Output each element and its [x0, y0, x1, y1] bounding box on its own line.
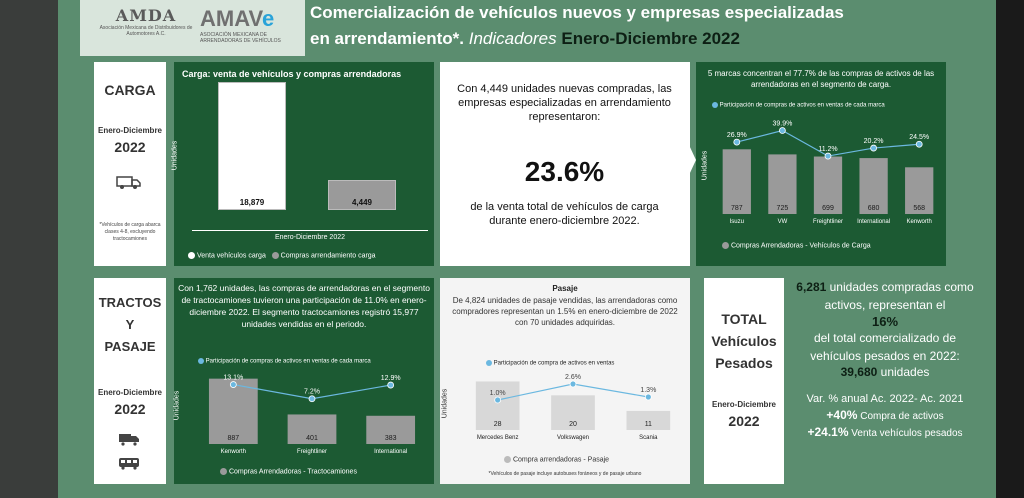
tractos-bar-legend	[220, 468, 357, 475]
brands-svg-point-0	[734, 139, 740, 145]
right-frame	[996, 0, 1024, 498]
title-part-a: en arrendamiento*.	[310, 29, 464, 48]
pasaje-svg-value-1: 20	[569, 421, 577, 428]
pasaje-svg-category-0: Mercedes Benz	[476, 435, 519, 441]
total-pct: 16%	[871, 314, 899, 329]
page-title-line2	[310, 29, 740, 49]
title-part-b: Indicadores	[468, 29, 557, 48]
carga-brands-line-legend-text: Participación de compras de activos en ventas de cada marca	[719, 102, 885, 109]
pasaje-svg-pct-2: 1.3%	[640, 387, 657, 394]
pasaje-line-legend-text: Participación de compra de activos en ventas	[493, 360, 615, 367]
pasaje-line-legend	[486, 360, 614, 367]
amave-logo-e: e	[261, 6, 275, 31]
legend-dot-white	[188, 252, 195, 259]
tractos-svg-point-2	[388, 382, 394, 388]
carga-chart-panel	[171, 62, 434, 266]
pasaje-svg-pct-0: 1.0%	[489, 390, 506, 397]
brands-svg-pct-3: 20.2%	[863, 138, 884, 146]
amda-logo	[96, 6, 196, 37]
page-title-line1: Comercialización de vehículos nuevos y empresas especializadas	[310, 3, 844, 22]
pasaje-svg-point-2	[645, 394, 651, 400]
brands-svg-value-1: 725	[776, 205, 789, 212]
carga-note: *Vehículos de carga abarca clases 4-8, excluyendo tractocamiones	[99, 222, 161, 242]
carga-highlight-text-top: Con 4,449 unidades nuevas compradas, las empresas especializadas en arrendamiento representaron:	[457, 83, 672, 123]
pasaje-svg-value-0: 28	[493, 421, 502, 428]
tractos-svg-category-2: International	[374, 449, 408, 455]
tractos-heading-a: TRACTOS	[98, 295, 162, 310]
tractos-line-legend-dot	[198, 358, 204, 364]
pasaje-svg-pct-1: 2.6%	[565, 374, 581, 381]
tractos-svg-point-0	[230, 382, 236, 388]
total-sold-num: 39,680	[840, 365, 878, 379]
var-row-2	[790, 425, 980, 439]
carga-brands-ylabel: Unidades	[701, 150, 709, 181]
total-period: Enero-Diciembre	[711, 400, 777, 409]
carga-highlight-pct: 23.6%	[524, 156, 605, 187]
total-stat-text2: del total comercializado de vehículos pesados en 2022:	[810, 331, 960, 363]
brands-svg-category-3: International	[857, 219, 891, 225]
brands-svg-point-4	[916, 141, 922, 147]
tractos-panel	[174, 278, 434, 484]
bar-legend-dot	[722, 242, 729, 249]
pasaje-ylabel: Unidades	[441, 388, 449, 419]
tractos-heading-c: PASAJE	[104, 339, 156, 354]
pasaje-panel	[440, 278, 690, 484]
carga-highlight-panel	[440, 62, 690, 266]
brands-svg-value-2: 699	[822, 205, 834, 212]
pasaje-title: Pasaje	[552, 284, 578, 293]
tractos-svg-value-0: 887	[227, 435, 240, 442]
tractos-label-panel	[94, 278, 166, 484]
amda-logo-sub: Asociación Mexicana de Distribuidores de Automotores A.C.	[99, 25, 193, 37]
pasaje-svg-category-1: Volkswagen	[556, 435, 590, 441]
brands-svg-pct-4: 24.5%	[909, 134, 930, 142]
tractos-svg-category-1: Freightliner	[296, 449, 328, 455]
pasaje-bar-legend	[504, 456, 609, 463]
legend-venta-carga: Venta vehículos carga	[196, 252, 266, 260]
pasaje-svg-point-0	[495, 397, 501, 403]
total-heading-c: Pesados	[715, 355, 773, 371]
carga-brands-chart	[714, 116, 942, 226]
total-label-panel	[704, 278, 784, 484]
amave-logo	[200, 6, 300, 44]
carga-bar-1	[218, 82, 286, 210]
tractos-svg-value-2: 383	[384, 435, 397, 442]
carga-chart-title: Carga: venta de vehículos y compras arrendadoras	[182, 69, 402, 79]
tractos-svg-value-1: 401	[306, 435, 318, 442]
tractos-year: 2022	[114, 401, 146, 417]
tractos-text: Con 1,762 unidades, las compras de arrendadoras en el segmento de tractocamiones tuvieron una participación de 11.0% en enero-diciembre 2022. El segmento tractocamiones registró 15,977 unidades vendidas en el periodo.	[178, 283, 430, 329]
total-units-rest: unidades compradas como activos, representan el	[824, 280, 974, 312]
carga-brands-bar-legend-text: Compras Arrendadoras - Vehículos de Carga	[730, 242, 871, 250]
brands-svg-point-3	[871, 145, 877, 151]
carga-chart-ylabel: Unidades	[171, 140, 179, 171]
truck-icon	[116, 174, 142, 190]
brands-svg-category-1: VW	[777, 219, 788, 225]
pasaje-bar-legend-dot	[504, 456, 511, 463]
bus-icon	[118, 456, 140, 470]
var-row-1	[790, 408, 980, 422]
tractos-svg-pct-1: 7.2%	[304, 388, 320, 396]
pasaje-bar-legend-text: Compra arrendadoras - Pasaje	[512, 456, 610, 464]
total-heading-b: Vehículos	[711, 333, 777, 349]
pasaje-chart	[460, 372, 686, 442]
legend-compras-carga: Compras arrendamiento carga	[280, 252, 376, 260]
tractos-period: Enero-Diciembre	[97, 388, 163, 397]
pasaje-svg-value-2: 11	[644, 421, 652, 428]
brands-svg-pct-1: 39.9%	[772, 120, 793, 128]
tractos-chart	[194, 370, 430, 456]
carga-bar-label-2: 4,449	[351, 198, 373, 207]
pasaje-text: De 4,824 unidades de pasaje vendidas, las arrendadoras como compradores representan un 1.5% en enero-diciembre de 2022 con 70 unidades adquiridas.	[452, 296, 678, 327]
var1-num: +40%	[826, 408, 858, 422]
carga-highlight-text-bottom: de la venta total de vehículos de carga durante enero-diciembre 2022.	[470, 201, 659, 227]
pasaje-svg-category-2: Scania	[639, 435, 658, 441]
var1-label: Compra de activos	[857, 411, 944, 422]
total-units-num: 6,281	[796, 280, 827, 294]
total-stat-text	[790, 278, 980, 314]
tractos-svg-pct-0: 13.1%	[223, 374, 244, 382]
tractos-heading-b: Y	[125, 317, 135, 332]
tractos-svg-pct-2: 12.9%	[380, 375, 401, 383]
tractos-svg-point-1	[309, 396, 315, 402]
amave-logo-word	[200, 6, 300, 32]
carga-chart-xlabel: Enero-Diciembre 2022	[274, 234, 346, 241]
amda-logo-word: AMDA	[115, 6, 177, 25]
var2-label: Venta vehículos pesados	[848, 428, 963, 439]
tractos-svg-category-0: Kenworth	[220, 449, 247, 455]
legend-dot-gray	[272, 252, 279, 259]
total-stats	[790, 278, 980, 484]
brands-svg-value-3: 680	[867, 205, 880, 212]
tractos-bar-legend-text: Compras Arrendadoras - Tractocamiones	[228, 468, 357, 476]
total-heading-a: TOTAL	[721, 311, 767, 327]
brands-svg-pct-0: 26.9%	[726, 132, 747, 140]
total-year: 2022	[728, 413, 760, 429]
brands-svg-point-1	[779, 128, 785, 134]
var-title: Var. % anual Ac. 2022- Ac. 2021	[806, 393, 964, 405]
carga-brands-bar-legend	[722, 242, 871, 249]
total-sold-unit: unidades	[877, 365, 930, 379]
brands-svg-category-4: Kenworth	[906, 219, 932, 225]
tractos-bar-legend-dot	[220, 468, 227, 475]
carga-brands-panel	[696, 62, 946, 266]
carga-bar-label-1: 18,879	[239, 198, 265, 207]
tractos-heading	[94, 292, 166, 358]
total-heading	[704, 308, 784, 374]
total-units-line	[790, 365, 980, 379]
carga-brands-text: 5 marcas concentran el 77.7% de las compras de activos de las arrendadoras en el segmento de carga.	[707, 69, 935, 89]
tractos-ylabel: Unidades	[173, 390, 181, 421]
tractos-line-legend	[198, 358, 371, 365]
brands-svg-pct-2: 11.2%	[818, 146, 838, 154]
carga-year: 2022	[114, 139, 146, 155]
var2-num: +24.1%	[807, 425, 849, 439]
title-part-c: Enero-Diciembre 2022	[561, 29, 740, 48]
carga-chart-legend	[188, 252, 376, 259]
amave-logo-main: AMAV	[200, 6, 262, 31]
amave-logo-sub: ASOCIACIÓN MEXICANA DE ARRENDADORAS DE VEHÍCULOS	[200, 32, 281, 44]
pasaje-line-legend-dot	[486, 360, 492, 366]
carga-label-panel	[94, 62, 166, 266]
brands-svg-category-0: Isuzu	[729, 219, 744, 225]
pasaje-svg-point-1	[570, 381, 576, 387]
brands-svg-point-2	[825, 153, 831, 159]
arrow-chevron-icon	[682, 130, 696, 190]
brands-svg-value-0: 787	[730, 205, 743, 212]
tractos-line-legend-text: Participación de compras de activos en ventas de cada marca	[205, 358, 371, 365]
carga-heading: CARGA	[104, 82, 156, 98]
line-legend-dot	[712, 102, 718, 108]
brands-svg-value-4: 568	[913, 205, 926, 212]
carga-brands-line-legend	[712, 102, 885, 109]
brands-svg-category-2: Freightliner	[812, 219, 844, 225]
carga-period: Enero-Diciembre	[97, 126, 163, 135]
semi-truck-icon	[118, 432, 140, 446]
pasaje-note: *Vehículos de pasaje incluye autobuses foráneos y de pasaje urbano	[488, 471, 642, 477]
left-frame	[0, 0, 58, 498]
